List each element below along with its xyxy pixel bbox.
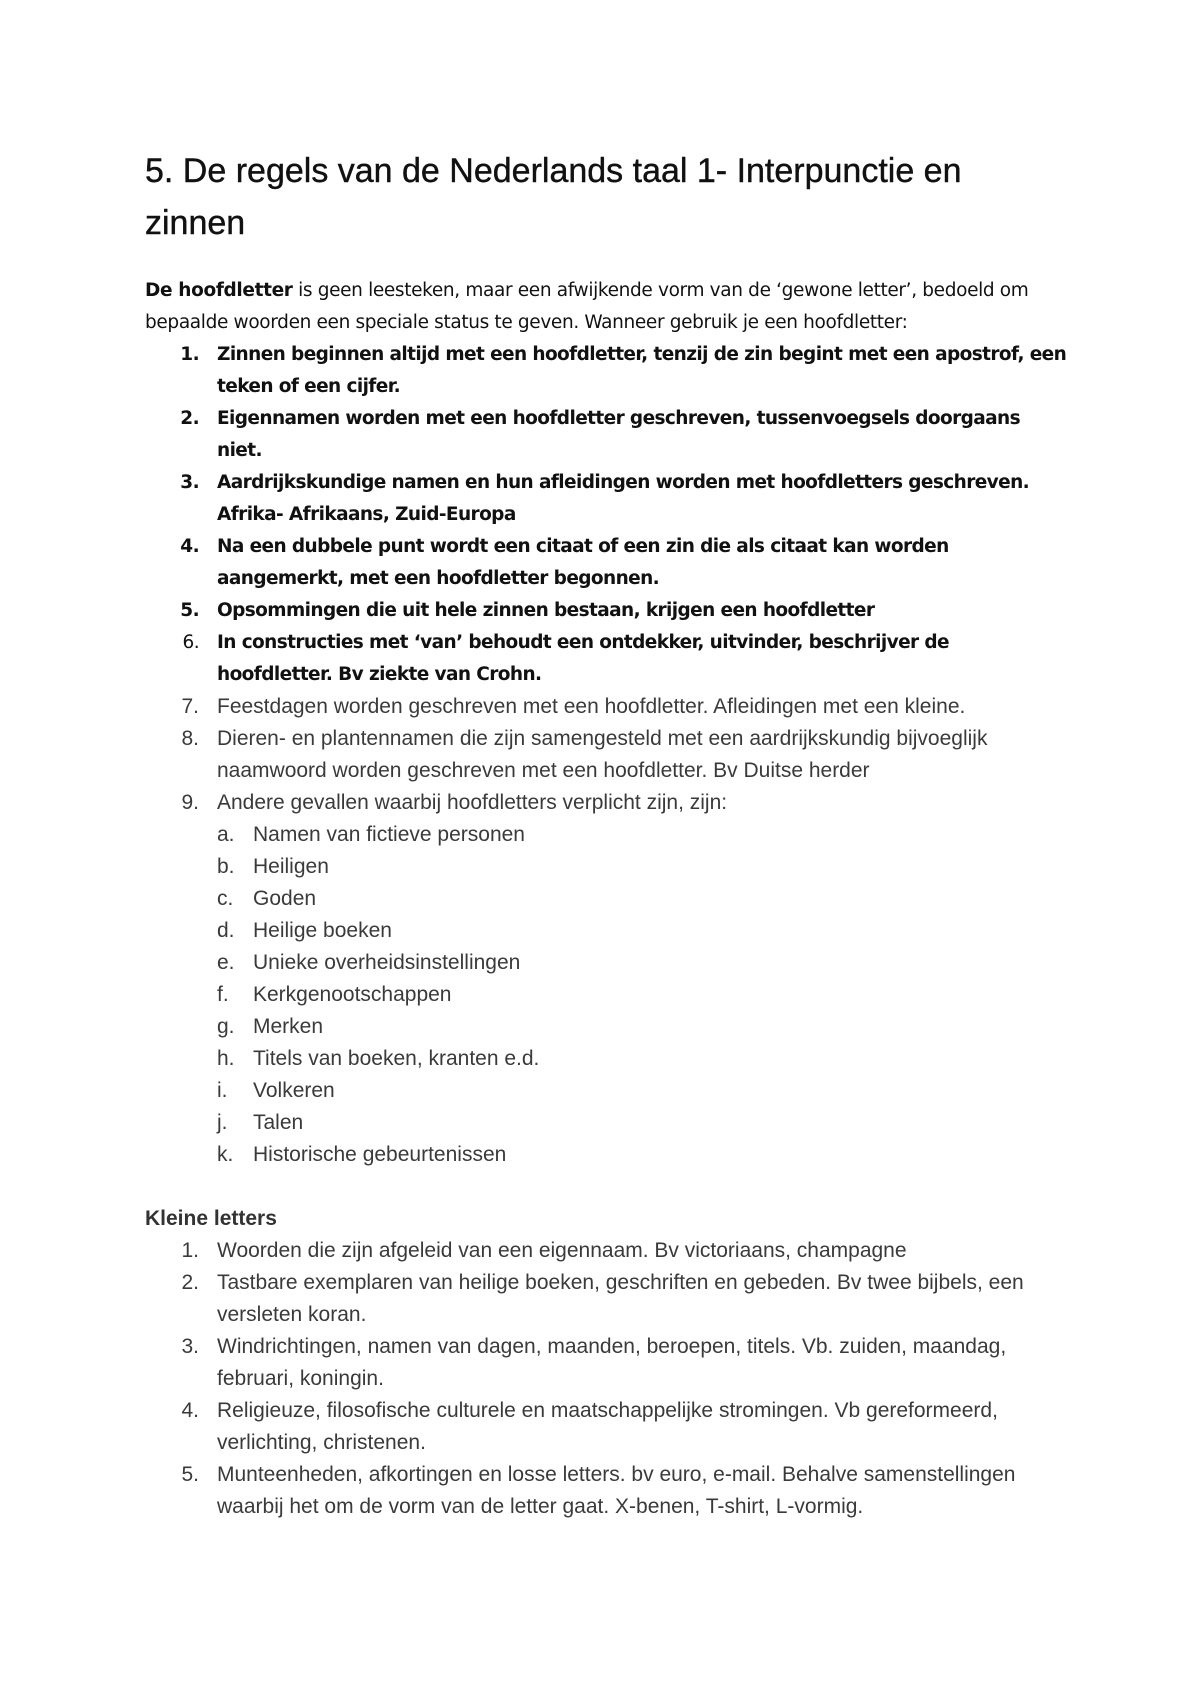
- list-text: Tastbare exemplaren van heilige boeken, geschriften en gebeden. Bv twee bijbels, een versleten koran.: [217, 1271, 1024, 1326]
- sub-list-letter: f.: [217, 983, 229, 1006]
- list-text: Eigennamen worden met een hoofdletter geschreven, tussenvoegsels doorgaans niet.: [217, 408, 1021, 461]
- list-number: 2.: [181, 1271, 199, 1294]
- list-number: 3.: [180, 472, 199, 493]
- list-number: 5.: [180, 600, 199, 621]
- intro-bold-term: De hoofdletter: [145, 280, 293, 301]
- sub-list-text: Talen: [253, 1111, 304, 1134]
- list-number: 6.: [182, 632, 199, 653]
- list-text: Zinnen beginnen altijd met een hoofdletter, tenzij de zin begint met een apostrof, een teken of een cijfer.: [217, 344, 1067, 397]
- list-item: [145, 403, 1070, 467]
- list-item: [145, 723, 1070, 787]
- list-text: Dieren- en plantennamen die zijn samengesteld met een aardrijkskundig bijvoeglijk naamwoord worden geschreven met een hoofdletter. Bv Duitse herder: [217, 727, 988, 782]
- sub-list-text: Historische gebeurtenissen: [253, 1143, 507, 1166]
- list-number: 9.: [181, 791, 199, 814]
- sub-list-item: [145, 1075, 1070, 1107]
- list-number: 5.: [181, 1463, 199, 1486]
- list-number: 1.: [181, 1239, 199, 1262]
- sub-list-item: [145, 1011, 1070, 1043]
- sub-list-letter: b.: [217, 855, 235, 878]
- list-item: [145, 1459, 1070, 1523]
- sub-list-item: [145, 1043, 1070, 1075]
- list-text: Andere gevallen waarbij hoofdletters verplicht zijn, zijn:: [217, 791, 728, 814]
- hoofdletter-rules-list: [145, 339, 1070, 819]
- intro-paragraph: [145, 275, 1070, 339]
- sub-list-letter: k.: [217, 1143, 234, 1166]
- list-number: 4.: [181, 1399, 199, 1422]
- sub-list-text: Heilige boeken: [253, 919, 392, 942]
- list-text: Religieuze, filosofische culturele en maatschappelijke stromingen. Vb gereformeerd, verlichting, christenen.: [217, 1399, 998, 1454]
- sub-list-text: Kerkgenootschappen: [253, 983, 452, 1006]
- page-title: 5. De regels van de Nederlands taal 1- Interpunctie en zinnen: [145, 152, 962, 242]
- list-text: Feestdagen worden geschreven met een hoofdletter. Afleidingen met een kleine.: [217, 695, 966, 718]
- list-item: [145, 1331, 1070, 1395]
- sub-list-letter: h.: [217, 1047, 235, 1070]
- sub-list-text: Unieke overheidsinstellingen: [253, 951, 521, 974]
- sub-list-letter: a.: [217, 823, 235, 846]
- section-heading-kleine-letters: Kleine letters: [145, 1207, 277, 1230]
- intro-text: is geen leesteken, maar een afwijkende vorm van de ‘gewone letter’, bedoeld om bepaalde woorden een speciale status te geven. Wanneer gebruik je een hoofdletter:: [145, 280, 1029, 333]
- sub-list-letter: g.: [217, 1015, 235, 1038]
- sub-list-letter: j.: [217, 1111, 228, 1134]
- sub-list-letter: e.: [217, 951, 235, 974]
- list-text: Aardrijkskundige namen en hun afleidingen worden met hoofdletters geschreven.: [217, 472, 1030, 493]
- list-text: In constructies met ‘van’ behoudt een ontdekker, uitvinder, beschrijver de hoofdletter. Bv ziekte van Crohn.: [217, 632, 949, 685]
- other-cases-list: [145, 819, 1070, 1171]
- sub-list-letter: i.: [217, 1079, 228, 1102]
- document-page: [145, 145, 1070, 1523]
- sub-list-item: [145, 1139, 1070, 1171]
- list-item: [145, 467, 1070, 531]
- list-number: 8.: [181, 727, 199, 750]
- list-item: [145, 787, 1070, 819]
- list-item: [145, 531, 1070, 595]
- sub-list-text: Goden: [253, 887, 317, 910]
- sub-list-item: [145, 883, 1070, 915]
- list-item: [145, 691, 1070, 723]
- sub-list-text: Heiligen: [253, 855, 329, 878]
- list-item: [145, 1395, 1070, 1459]
- list-text: Opsommingen die uit hele zinnen bestaan, krijgen een hoofdletter: [217, 600, 875, 621]
- sub-list-letter: c.: [217, 887, 234, 910]
- sub-list-item: [145, 947, 1070, 979]
- list-number: 3.: [181, 1335, 199, 1358]
- sub-list-item: [145, 1107, 1070, 1139]
- sub-list-text: Merken: [253, 1015, 324, 1038]
- list-number: 1.: [180, 344, 199, 365]
- list-example: Afrika- Afrikaans, Zuid-Europa: [217, 504, 516, 525]
- sub-list-item: [145, 819, 1070, 851]
- sub-list-text: Namen van fictieve personen: [253, 823, 525, 846]
- list-item: [145, 595, 1070, 627]
- sub-list-letter: d.: [217, 919, 235, 942]
- kleine-letters-list: [145, 1235, 1070, 1523]
- sub-list-text: Volkeren: [253, 1079, 335, 1102]
- list-number: 7.: [181, 695, 199, 718]
- list-item: [145, 627, 1070, 691]
- list-number: 2.: [180, 408, 199, 429]
- list-text: Munteenheden, afkortingen en losse letters. bv euro, e-mail. Behalve samenstellingen waarbij het om de vorm van de letter gaat. X-benen, T-shirt, L-vormig.: [217, 1463, 1016, 1518]
- list-item: [145, 1267, 1070, 1331]
- list-text: Woorden die zijn afgeleid van een eigennaam. Bv victoriaans, champagne: [217, 1239, 907, 1262]
- sub-list-item: [145, 979, 1070, 1011]
- list-text: Na een dubbele punt wordt een citaat of een zin die als citaat kan worden aangemerkt, met een hoofdletter begonnen.: [217, 536, 949, 589]
- list-item: [145, 339, 1070, 403]
- sub-list-text: Titels van boeken, kranten e.d.: [253, 1047, 540, 1070]
- list-text: Windrichtingen, namen van dagen, maanden, beroepen, titels. Vb. zuiden, maandag, februari, koningin.: [217, 1335, 1007, 1390]
- list-item: [145, 1235, 1070, 1267]
- sub-list-item: [145, 915, 1070, 947]
- list-number: 4.: [180, 536, 199, 557]
- sub-list-item: [145, 851, 1070, 883]
